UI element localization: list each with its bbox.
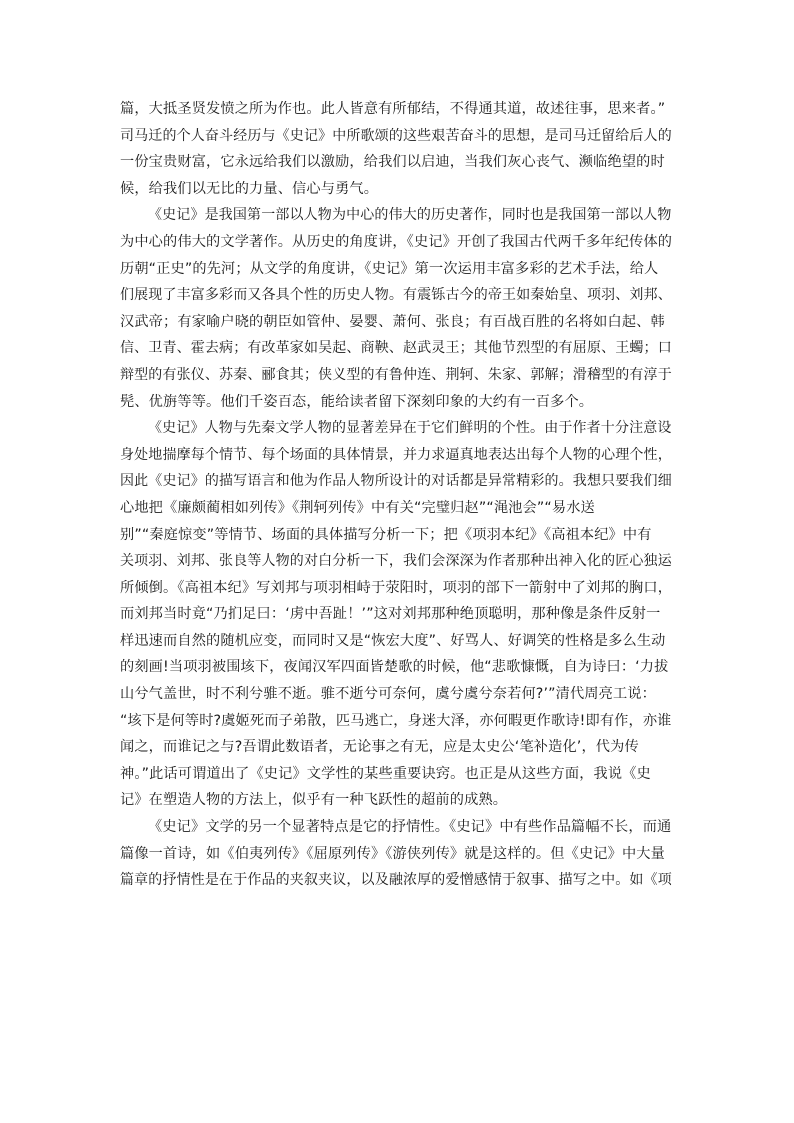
text-line: 别”“秦庭惊变”等情节、场面的具体描写分析一下；把《项羽本纪》《高祖本纪》中有 [120, 526, 652, 543]
text-line: 辩型的有张仪、苏秦、郦食其；侠义型的有鲁仲连、荆轲、朱家、郭解；滑稽型的有淳于 [120, 366, 672, 383]
paragraph [120, 415, 676, 814]
text-line: 身处地揣摩每个情节、每个场面的具体情景，并力求逼真地表达出每个人物的心理个性， [120, 446, 672, 463]
text-line: 篇章的抒情性是在于作品的夹叙夹议，以及融浓厚的爱憎感情于叙事、描写之中。如《项 [120, 872, 672, 889]
text-line: 样迅速而自然的随机应变，而同时又是“恢宏大度”、好骂人、好调笑的性格是多么生动 [120, 632, 666, 649]
text-line: 因此《史记》的描写语言和他为作品人物所设计的对话都是异常精彩的。我想只要我们细 [120, 473, 672, 490]
text-line: 司马迁的个人奋斗经历与《史记》中所歌颂的这些艰苦奋斗的思想，是司马迁留给后人的 [120, 127, 672, 144]
text-line: 们展现了丰富多彩而又各具个性的历史人物。有震铄古今的帝王如秦始皇、项羽、刘邦、 [120, 287, 672, 304]
text-line: 候，给我们以无比的力量、信心与勇气。 [120, 180, 379, 197]
text-line: 山兮气盖世，时不利兮骓不逝。骓不逝兮可奈何，虞兮虞兮奈若何?’”清代周亮工说： [120, 686, 656, 703]
text-line: 《史记》人物与先秦文学人物的显著差异在于它们鲜明的个性。由于作者十分注意设 [148, 420, 672, 437]
text-line: 闻之，而谁记之与?吾谓此数语者，无论事之有无，应是太史公‘笔补造化’，代为传 [120, 739, 639, 756]
text-line: 《史记》文学的另一个显著特点是它的抒情性。《史记》中有些作品篇幅不长，而通 [148, 819, 672, 836]
text-line: 信、卫青、霍去病；有改革家如吴起、商鞅、赵武灵王；其他节烈型的有屈原、王蠋；口 [120, 340, 672, 357]
text-line: 一份宝贵财富，它永远给我们以激励，给我们以启迪，当我们灰心丧气、濒临绝望的时 [120, 154, 665, 171]
paragraph [120, 96, 676, 202]
text-line: 记》在塑造人物的方法上，似乎有一种飞跃性的超前的成熟。 [120, 792, 508, 809]
text-line: 汉武帝；有家喻户晓的朝臣如管仲、晏婴、萧何、张良；有百战百胜的名将如白起、韩 [120, 313, 665, 330]
text-line: 心地把《廉颇蔺相如列传》《荆轲列传》中有关“完璧归赵”“渑池会”“易水送 [120, 499, 595, 516]
text-line: 所倾倒。《高祖本纪》写刘邦与项羽相峙于荥阳时，项羽的部下一箭射中了刘邦的胸口， [120, 579, 673, 596]
text-line: 历朝“正史”的先河；从文学的角度讲，《史记》第一次运用丰富多彩的艺术手法，给人 [120, 260, 659, 277]
paragraph [120, 814, 676, 894]
text-line: 神。”此话可谓道出了《史记》文学性的某些重要诀窍。也正是从这些方面，我说《史 [120, 765, 651, 782]
text-line: 《史记》是我国第一部以人物为中心的伟大的历史著作，同时也是我国第一部以人物 [148, 207, 672, 224]
text-line: 篇像一首诗，如《伯夷列传》《屈原列传》《游侠列传》就是这样的。但《史记》中大量 [120, 845, 665, 862]
text-line: 的刻画!当项羽被围垓下，夜闻汉军四面皆楚歌的时候，他“悲歌慷慨，自为诗曰：‘力拔 [120, 659, 669, 676]
paragraph [120, 202, 676, 415]
text-line: 篇，大抵圣贤发愤之所为作也。此人皆意有所郁结，不得通其道，故述往事，思来者。” [120, 101, 666, 117]
text-line: “垓下是何等时?虞姬死而子弟散，匹马逃亡，身迷大泽，亦何暇更作歌诗!即有作，亦谁 [120, 712, 672, 729]
document-page [120, 96, 676, 894]
text-line: 而刘邦当时竟“乃扪足曰：‘虏中吾趾！’”这对刘邦那种绝顶聪明，那种像是条件反射一 [120, 606, 661, 623]
text-line: 关项羽、刘邦、张良等人物的对白分析一下，我们会深深为作者那种出神入化的匠心独运 [120, 553, 672, 570]
text-line: 髡、优旃等等。他们千姿百态，能给读者留下深刻印象的大约有一百多个。 [120, 393, 594, 410]
text-line: 为中心的伟大的文学著作。从历史的角度讲，《史记》开创了我国古代两千多年纪传体的 [120, 233, 673, 250]
